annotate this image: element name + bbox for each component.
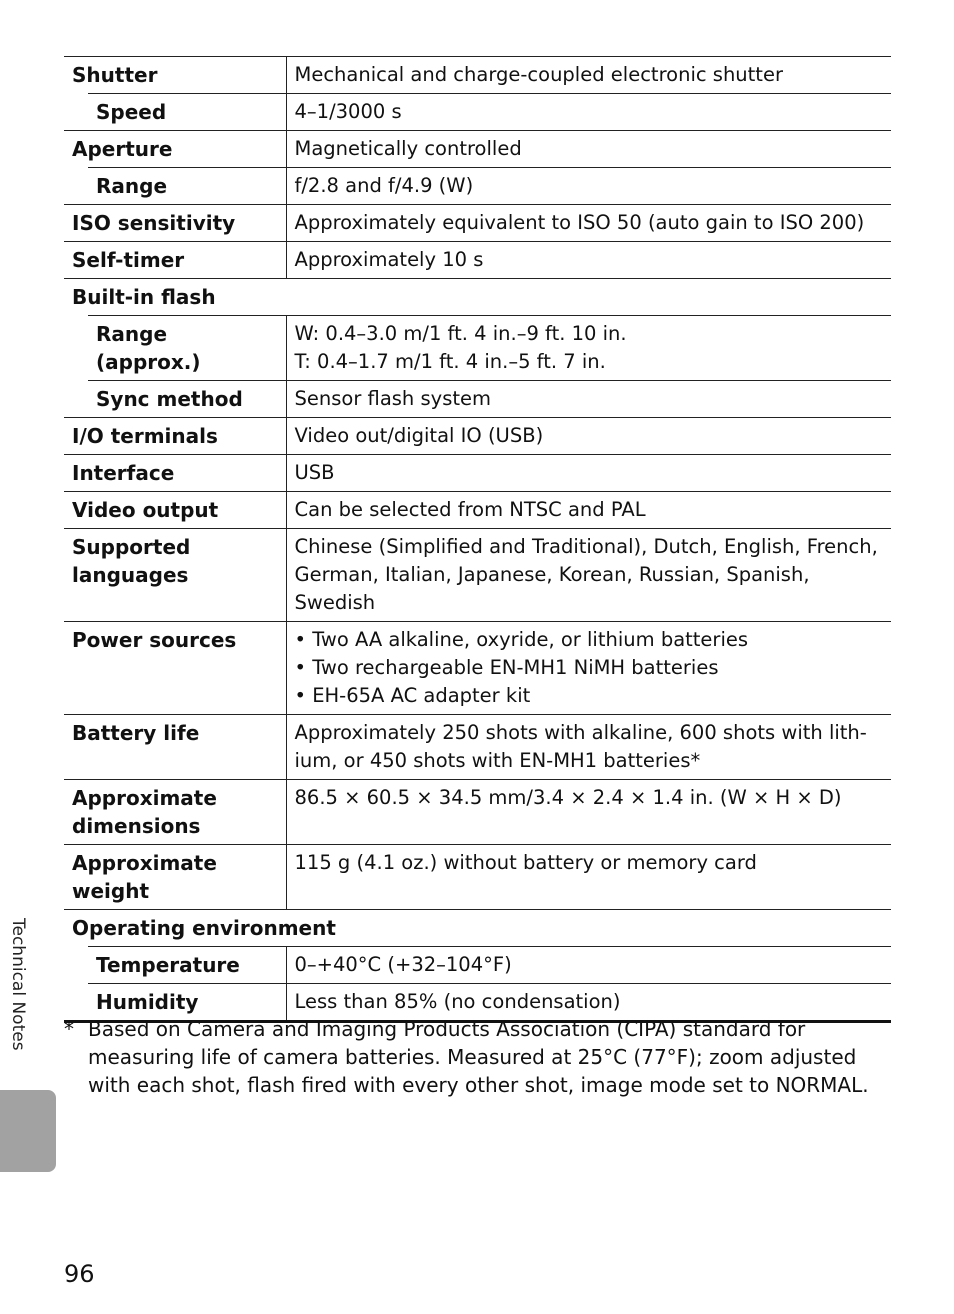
spec-label: Self-timer — [72, 248, 185, 272]
spec-value: Approximately 250 shots with alkaline, 600 shots with lith- ium, or 450 shots with EN-MH1 batteries* — [286, 715, 891, 780]
spec-value: Less than 85% (no condensation) — [286, 984, 891, 1022]
spec-value: Chinese (Simplified and Traditional), Dutch, English, French, German, Italian, Japanese, Korean, Russian, Spanish, Swedish — [286, 529, 891, 622]
spec-row-iso — [64, 205, 891, 242]
spec-label: Video output — [72, 498, 219, 522]
specifications-table — [64, 56, 891, 1023]
spec-value: W: 0.4–3.0 m/1 ft. 4 in.–9 ft. 10 in. T: 0.4–1.7 m/1 ft. 4 in.–5 ft. 7 in. — [286, 316, 891, 381]
footnote-mark: * — [64, 1017, 74, 1041]
section-side-label: Technical Notes — [8, 918, 28, 1051]
spec-row-range — [64, 168, 891, 205]
spec-label: Temperature — [88, 947, 286, 984]
page-number: 96 — [64, 1260, 95, 1288]
spec-row-operating-environment — [64, 910, 891, 947]
spec-row-weight — [64, 845, 891, 910]
spec-value: Approximately 10 s — [286, 242, 891, 279]
spec-label: Approximate dimensions — [72, 786, 217, 838]
spec-row-io-terminals — [64, 418, 891, 455]
spec-label: Humidity — [88, 984, 286, 1022]
spec-label: Aperture — [72, 137, 173, 161]
spec-value: Magnetically controlled — [286, 131, 891, 168]
spec-row-aperture — [64, 131, 891, 168]
spec-row-dimensions — [64, 780, 891, 845]
spec-value: Sensor flash system — [286, 381, 891, 418]
spec-value — [286, 622, 891, 715]
spec-row-languages — [64, 529, 891, 622]
spec-value: 115 g (4.1 oz.) without battery or memory card — [286, 845, 891, 910]
footnote-text: Based on Camera and Imaging Products Association (CIPA) standard for measuring life of camera batteries. Measured at 25°C (77°F); zoom adjusted with each shot, flash fired with every other shot, image mode set to NORMAL. — [88, 1017, 869, 1097]
spec-value: 0–+40°C (+32–104°F) — [286, 947, 891, 984]
spec-section-label: Operating environment — [72, 916, 336, 940]
spec-label: ISO sensitivity — [72, 211, 236, 235]
section-thumb-tab — [0, 1090, 56, 1172]
spec-row-battery-life — [64, 715, 891, 780]
spec-label: Supported languages — [72, 535, 191, 587]
spec-label: Speed — [88, 94, 286, 131]
footnote — [64, 1015, 891, 1099]
list-item: • Two AA alkaline, oxyride, or lithium batteries — [295, 626, 884, 654]
spec-value: Mechanical and charge-coupled electronic shutter — [286, 57, 891, 94]
spec-row-flash-range — [64, 316, 891, 381]
spec-row-shutter — [64, 57, 891, 94]
spec-row-video-output — [64, 492, 891, 529]
spec-row-power-sources — [64, 622, 891, 715]
list-item: • Two rechargeable EN-MH1 NiMH batteries — [295, 654, 884, 682]
list-item: • EH-65A AC adapter kit — [295, 682, 884, 710]
spec-row-temperature — [64, 947, 891, 984]
spec-label: Range (approx.) — [88, 316, 286, 381]
spec-row-self-timer — [64, 242, 891, 279]
spec-value: 4–1/3000 s — [286, 94, 891, 131]
spec-value: f/2.8 and f/4.9 (W) — [286, 168, 891, 205]
spec-value: Approximately equivalent to ISO 50 (auto gain to ISO 200) — [286, 205, 891, 242]
spec-section-label: Built-in flash — [72, 285, 216, 309]
spec-value: 86.5 × 60.5 × 34.5 mm/3.4 × 2.4 × 1.4 in. (W × H × D) — [286, 780, 891, 845]
spec-label: Interface — [72, 461, 175, 485]
spec-row-built-in-flash — [64, 279, 891, 316]
power-sources-list — [295, 626, 884, 710]
spec-row-speed — [64, 94, 891, 131]
spec-label: Approximate weight — [72, 851, 217, 903]
spec-label: I/O terminals — [72, 424, 218, 448]
spec-row-sync-method — [64, 381, 891, 418]
spec-label: Range — [88, 168, 286, 205]
spec-value: USB — [286, 455, 891, 492]
spec-value: Can be selected from NTSC and PAL — [286, 492, 891, 529]
spec-label: Power sources — [72, 628, 237, 652]
spec-row-interface — [64, 455, 891, 492]
spec-label: Sync method — [88, 381, 286, 418]
spec-label: Shutter — [72, 63, 158, 87]
spec-value: Video out/digital IO (USB) — [286, 418, 891, 455]
spec-label: Battery life — [72, 721, 200, 745]
